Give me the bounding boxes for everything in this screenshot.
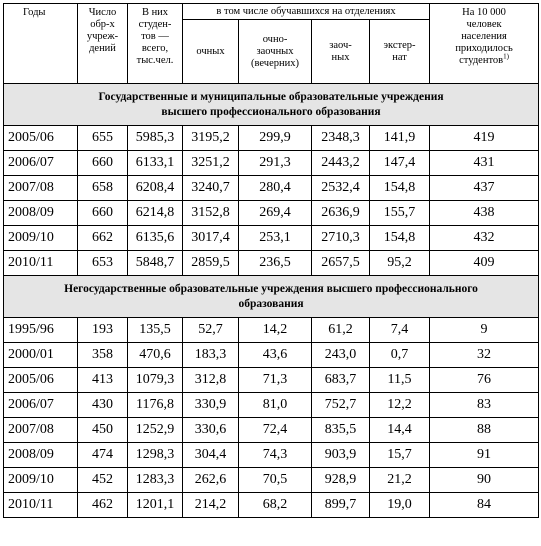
cell-full-time: 330,9 xyxy=(183,393,239,418)
table-row xyxy=(4,368,539,393)
table-row xyxy=(4,493,539,518)
cell-students-total: 1252,9 xyxy=(128,418,183,443)
cell-per-10000: 76 xyxy=(430,368,539,393)
cell-year: 1995/96 xyxy=(4,318,78,343)
table-row xyxy=(4,126,539,151)
cell-students-total: 1176,8 xyxy=(128,393,183,418)
cell-students-total: 5985,3 xyxy=(128,126,183,151)
cell-full-time: 3240,7 xyxy=(183,176,239,201)
table-row xyxy=(4,443,539,468)
cell-institutions: 430 xyxy=(78,393,128,418)
cell-institutions: 358 xyxy=(78,343,128,368)
cell-per-10000: 409 xyxy=(430,251,539,276)
cell-external: 7,4 xyxy=(370,318,430,343)
table-row xyxy=(4,318,539,343)
cell-correspondence: 903,9 xyxy=(312,443,370,468)
header-correspondence: заоч- ных xyxy=(312,20,370,84)
cell-per-10000: 83 xyxy=(430,393,539,418)
cell-correspondence: 683,7 xyxy=(312,368,370,393)
table-row xyxy=(4,201,539,226)
cell-evening: 269,4 xyxy=(239,201,312,226)
section-title-line: Негосударственные образовательные учреждения высшего профессионального xyxy=(64,282,478,295)
cell-external: 15,7 xyxy=(370,443,430,468)
cell-students-total: 470,6 xyxy=(128,343,183,368)
cell-evening: 81,0 xyxy=(239,393,312,418)
header-years: Годы xyxy=(4,4,78,84)
cell-full-time: 262,6 xyxy=(183,468,239,493)
cell-students-total: 1298,3 xyxy=(128,443,183,468)
cell-students-total: 5848,7 xyxy=(128,251,183,276)
cell-evening: 280,4 xyxy=(239,176,312,201)
header-external: экстер- нат xyxy=(370,20,430,84)
cell-institutions: 413 xyxy=(78,368,128,393)
cell-external: 141,9 xyxy=(370,126,430,151)
cell-institutions: 660 xyxy=(78,201,128,226)
cell-evening: 71,3 xyxy=(239,368,312,393)
header-full-time: очных xyxy=(183,20,239,84)
cell-per-10000: 9 xyxy=(430,318,539,343)
table-row xyxy=(4,226,539,251)
cell-correspondence: 2443,2 xyxy=(312,151,370,176)
cell-institutions: 452 xyxy=(78,468,128,493)
table-row xyxy=(4,418,539,443)
cell-full-time: 2859,5 xyxy=(183,251,239,276)
cell-year: 2010/11 xyxy=(4,251,78,276)
cell-external: 14,4 xyxy=(370,418,430,443)
cell-year: 2008/09 xyxy=(4,443,78,468)
section-title-line: высшего профессионального образования xyxy=(161,105,381,118)
cell-per-10000: 437 xyxy=(430,176,539,201)
cell-external: 11,5 xyxy=(370,368,430,393)
cell-external: 147,4 xyxy=(370,151,430,176)
cell-institutions: 474 xyxy=(78,443,128,468)
cell-correspondence: 2532,4 xyxy=(312,176,370,201)
cell-external: 155,7 xyxy=(370,201,430,226)
cell-students-total: 1201,1 xyxy=(128,493,183,518)
section-header-row xyxy=(4,84,539,126)
cell-per-10000: 419 xyxy=(430,126,539,151)
cell-correspondence: 752,7 xyxy=(312,393,370,418)
cell-students-total: 6214,8 xyxy=(128,201,183,226)
cell-students-total: 1283,3 xyxy=(128,468,183,493)
cell-students-total: 6135,6 xyxy=(128,226,183,251)
cell-year: 2006/07 xyxy=(4,151,78,176)
cell-year: 2005/06 xyxy=(4,368,78,393)
cell-correspondence: 2710,3 xyxy=(312,226,370,251)
cell-correspondence: 61,2 xyxy=(312,318,370,343)
cell-students-total: 6133,1 xyxy=(128,151,183,176)
table-row xyxy=(4,343,539,368)
cell-institutions: 660 xyxy=(78,151,128,176)
cell-correspondence: 243,0 xyxy=(312,343,370,368)
cell-per-10000: 90 xyxy=(430,468,539,493)
cell-full-time: 312,8 xyxy=(183,368,239,393)
cell-evening: 74,3 xyxy=(239,443,312,468)
cell-evening: 43,6 xyxy=(239,343,312,368)
table-row xyxy=(4,393,539,418)
table-row xyxy=(4,468,539,493)
cell-evening: 253,1 xyxy=(239,226,312,251)
cell-per-10000: 88 xyxy=(430,418,539,443)
cell-institutions: 655 xyxy=(78,126,128,151)
cell-correspondence: 899,7 xyxy=(312,493,370,518)
higher-education-statistics-table xyxy=(3,3,539,518)
section-title xyxy=(4,276,539,318)
cell-year: 2009/10 xyxy=(4,468,78,493)
cell-correspondence: 2657,5 xyxy=(312,251,370,276)
cell-evening: 14,2 xyxy=(239,318,312,343)
cell-full-time: 3152,8 xyxy=(183,201,239,226)
section-title xyxy=(4,84,539,126)
cell-students-total: 1079,3 xyxy=(128,368,183,393)
header-per-10000: На 10 000 человек населения приходилось студентов$^{1)}$ xyxy=(430,4,539,84)
cell-full-time: 183,3 xyxy=(183,343,239,368)
cell-external: 19,0 xyxy=(370,493,430,518)
cell-evening: 68,2 xyxy=(239,493,312,518)
cell-correspondence: 835,5 xyxy=(312,418,370,443)
section-header-row xyxy=(4,276,539,318)
cell-full-time: 304,4 xyxy=(183,443,239,468)
table-row xyxy=(4,176,539,201)
section-title-line: Государственные и муниципальные образовательные учреждения xyxy=(98,90,444,103)
cell-year: 2008/09 xyxy=(4,201,78,226)
cell-full-time: 330,6 xyxy=(183,418,239,443)
cell-correspondence: 2348,3 xyxy=(312,126,370,151)
cell-full-time: 3017,4 xyxy=(183,226,239,251)
cell-per-10000: 438 xyxy=(430,201,539,226)
cell-correspondence: 928,9 xyxy=(312,468,370,493)
cell-evening: 72,4 xyxy=(239,418,312,443)
cell-evening: 236,5 xyxy=(239,251,312,276)
cell-students-total: 6208,4 xyxy=(128,176,183,201)
cell-external: 154,8 xyxy=(370,226,430,251)
cell-institutions: 658 xyxy=(78,176,128,201)
header-institutions: Число обр-х учреж- дений xyxy=(78,4,128,84)
cell-external: 95,2 xyxy=(370,251,430,276)
cell-year: 2006/07 xyxy=(4,393,78,418)
cell-full-time: 52,7 xyxy=(183,318,239,343)
cell-external: 154,8 xyxy=(370,176,430,201)
header-evening: очно- заочных (вечерних) xyxy=(239,20,312,84)
cell-per-10000: 32 xyxy=(430,343,539,368)
cell-year: 2007/08 xyxy=(4,176,78,201)
cell-correspondence: 2636,9 xyxy=(312,201,370,226)
cell-year: 2009/10 xyxy=(4,226,78,251)
cell-external: 0,7 xyxy=(370,343,430,368)
cell-evening: 70,5 xyxy=(239,468,312,493)
cell-evening: 299,9 xyxy=(239,126,312,151)
footnote-marker: 1) xyxy=(503,52,509,61)
cell-per-10000: 91 xyxy=(430,443,539,468)
cell-external: 21,2 xyxy=(370,468,430,493)
section-title-line: образования xyxy=(238,297,304,310)
cell-institutions: 653 xyxy=(78,251,128,276)
cell-institutions: 193 xyxy=(78,318,128,343)
cell-year: 2010/11 xyxy=(4,493,78,518)
cell-students-total: 135,5 xyxy=(128,318,183,343)
cell-institutions: 450 xyxy=(78,418,128,443)
cell-external: 12,2 xyxy=(370,393,430,418)
cell-per-10000: 432 xyxy=(430,226,539,251)
cell-full-time: 3251,2 xyxy=(183,151,239,176)
header-departments-group: в том числе обучавшихся на отделениях xyxy=(183,4,430,20)
table-row xyxy=(4,251,539,276)
table-header xyxy=(4,4,539,84)
table-body xyxy=(4,84,539,518)
cell-institutions: 662 xyxy=(78,226,128,251)
cell-year: 2007/08 xyxy=(4,418,78,443)
header-students-total: В них студен- тов — всего, тыс.чел. xyxy=(128,4,183,84)
cell-per-10000: 431 xyxy=(430,151,539,176)
cell-evening: 291,3 xyxy=(239,151,312,176)
cell-full-time: 3195,2 xyxy=(183,126,239,151)
cell-year: 2000/01 xyxy=(4,343,78,368)
cell-year: 2005/06 xyxy=(4,126,78,151)
table-row xyxy=(4,151,539,176)
cell-institutions: 462 xyxy=(78,493,128,518)
cell-full-time: 214,2 xyxy=(183,493,239,518)
cell-per-10000: 84 xyxy=(430,493,539,518)
